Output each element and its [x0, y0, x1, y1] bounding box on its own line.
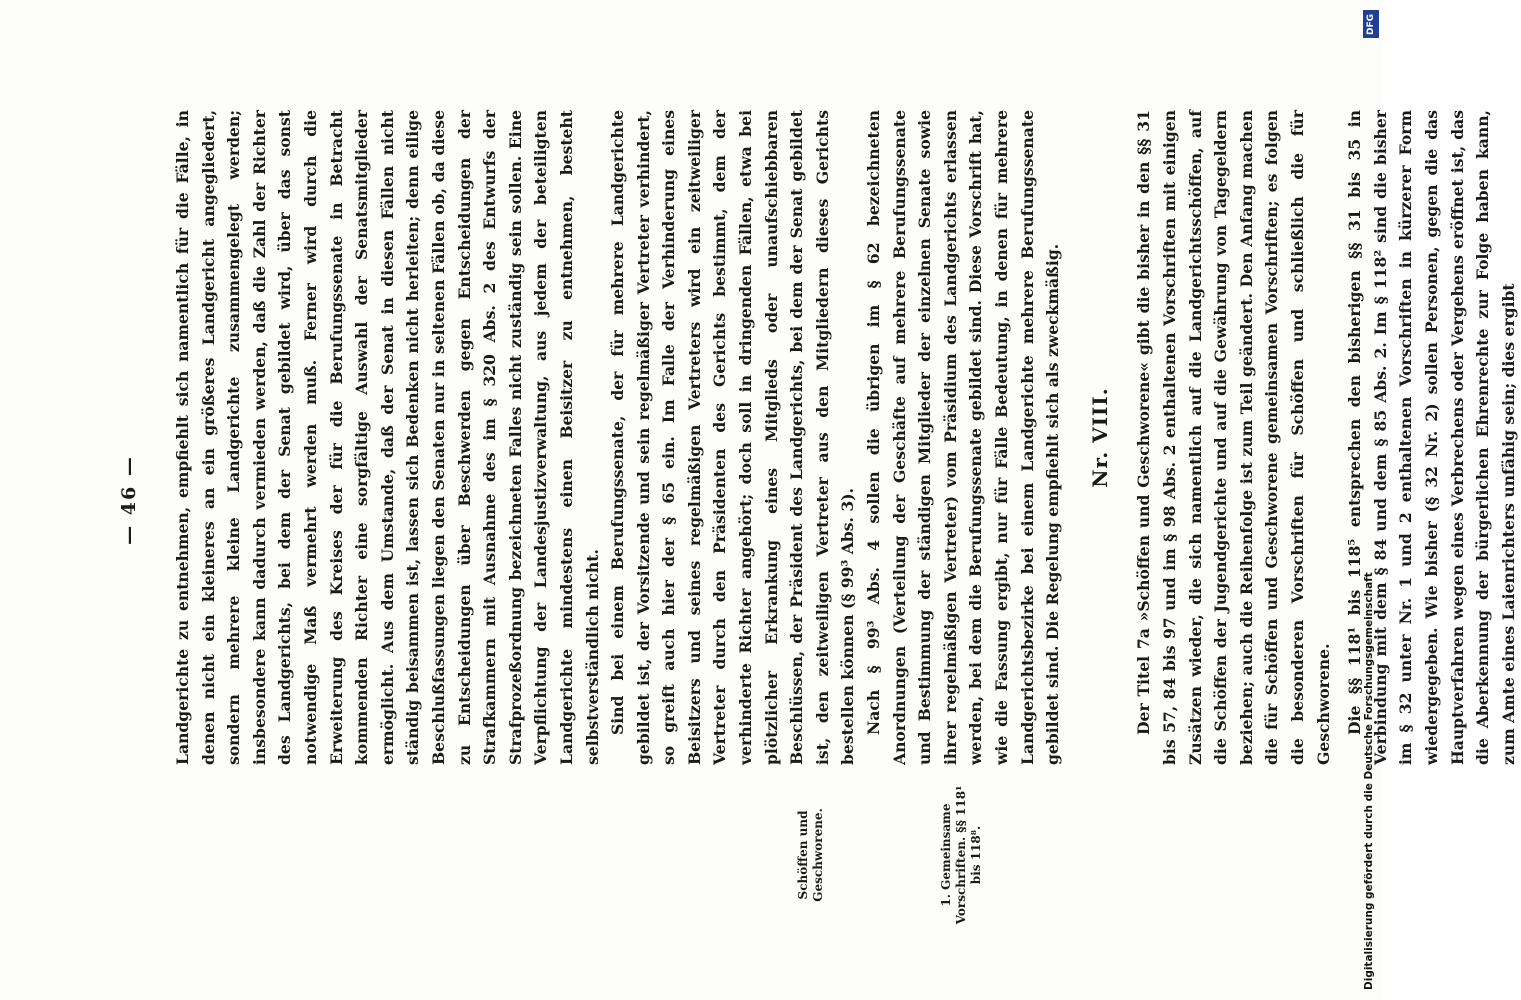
page-number: — 46 —	[118, 455, 140, 545]
body-text	[170, 110, 1521, 765]
digitization-credit-strip	[1357, 0, 1383, 1000]
margin-note-gemeinsame-vorschriften: 1. Gemeinsame Vorschriften. §§ 118¹ bis 118⁸.	[939, 785, 983, 925]
paragraph: Die §§ 118¹ bis 118⁵ entsprechen den bisherigen §§ 31 bis 35 in Verbindung mit dem § 84 und dem § 85 Abs. 2. Im § 118² sind die bisher im § 32 unter Nr. 1 und 2 enthaltenen Vorschriften in kürzerer Form wiedergegeben. Wie bisher (§ 32 Nr. 2) sollen Personen, gegen die das Hauptverfahren wegen eines Verbrechens oder Vergehens eröffnet ist, das die Aberkennung der bürgerlichen Ehrenrechte zur Folge haben kann, zum Amte eines Laienrichters unfähig sein; dies ergibt	[1345, 110, 1518, 765]
paragraph: Der Titel 7a »Schöffen und Geschworene« gibt die bisher in den §§ 31 bis 57, 84 bis 97 und im § 98 Abs. 2 enthaltenen Vorschriften mit einigen Zusätzen wieder, die sich namentlich auf die Landgerichtsschöffen, auf die Schöffen der Jugendgerichte und auf die Gewährung von Tagegeldern beziehen; auch die Reihenfolge ist zum Teil geändert. Den Anfang machen die für Schöffen und Geschworene gemeinsamen Vorschriften; es folgen die besonderen Vorschriften für Schöffen und schließlich die für Geschworene.	[1134, 110, 1333, 765]
paragraph: Nach § 99³ Abs. 4 sollen die übrigen im § 62 bezeichneten Anordnungen (Verteilung der Geschäfte auf mehrere Berufungssenate und Bestimmung der ständigen Mitglieder der einzelnen Senate sowie ihrer regelmäßigen Vertreter) vom Präsidium des Landgerichts erlassen werden, bei dem die Berufungssenate gebildet sind. Diese Vorschrift hat, wie die Fassung ergibt, nur für Fälle Bedeutung, in denen für mehrere Landgerichtsbezirke bei einem Landgerichte mehrere Berufungssenate gebildet sind. Die Regelung empfiehlt sich als zweckmäßig.	[864, 110, 1063, 765]
digitization-credit: Digitalisierung gefördert durch die Deutsche Forschungsgemeinschaft	[1363, 572, 1375, 990]
margin-note-schoeffen: Schöffen und Geschworene.	[796, 808, 825, 902]
dfg-logo: DFG	[1363, 10, 1379, 38]
section-title: Nr. VIII.	[1087, 387, 1112, 488]
paragraph: Landgerichte zu entnehmen, empfiehlt sich namentlich für die Fälle, in denen nicht ein kleineres an ein größeres Landgericht angegliedert, sondern mehrere kleine Landgerichte zusammengelegt werden; insbesondere kann dadurch vermieden werden, daß die Zahl der Richter des Landgerichts, bei dem der Senat gebildet wird, über das sonst notwendige Maß vermehrt werden muß. Ferner wird durch die Erweiterung des Kreises der für die Berufungssenate in Betracht kommenden Richter eine sorgfältige Auswahl der Senatsmitglieder ermöglicht. Aus dem Umstande, daß der Senat in diesen Fällen nicht ständig beisammen ist, lassen sich Bedenken nicht herleiten; denn eilige Beschlußfassungen liegen den Senaten nur in seltenen Fällen ob, da diese zu Entscheidungen über Beschwerden gegen Entscheidungen der Strafkammern mit Ausnahme des im § 320 Abs. 2 des Entwurfs der Strafprozeßordnung bezeichneten Falles nicht zuständig sein sollen. Eine Verpflichtung der Landesjustizverwaltung, aus jedem der beteiligten Landgerichte mindestens einen Beisitzer zu entnehmen, besteht selbstverständlich nicht.	[173, 110, 602, 765]
paragraph: Sind bei einem Berufungssenate, der für mehrere Landgerichte gebildet ist, der Vorsitzende und sein regelmäßiger Vertreter verhindert, so greift auch hier der § 65 ein. Im Falle der Verhinderung eines Beisitzers und seines regelmäßigen Vertreters wird ein zeitweiliger Vertreter durch den Präsidenten des Gerichts bestimmt, dem der verhinderte Richter angehört; doch soll in dringenden Fällen, etwa bei plötzlicher Erkrankung eines Mitglieds oder unaufschiebbaren Beschlüssen, der Präsident des Landgerichts, bei dem der Senat gebildet ist, den zeitweiligen Vertreter aus den Mitgliedern dieses Gerichts bestellen können (§ 99³ Abs. 3).	[608, 110, 858, 765]
